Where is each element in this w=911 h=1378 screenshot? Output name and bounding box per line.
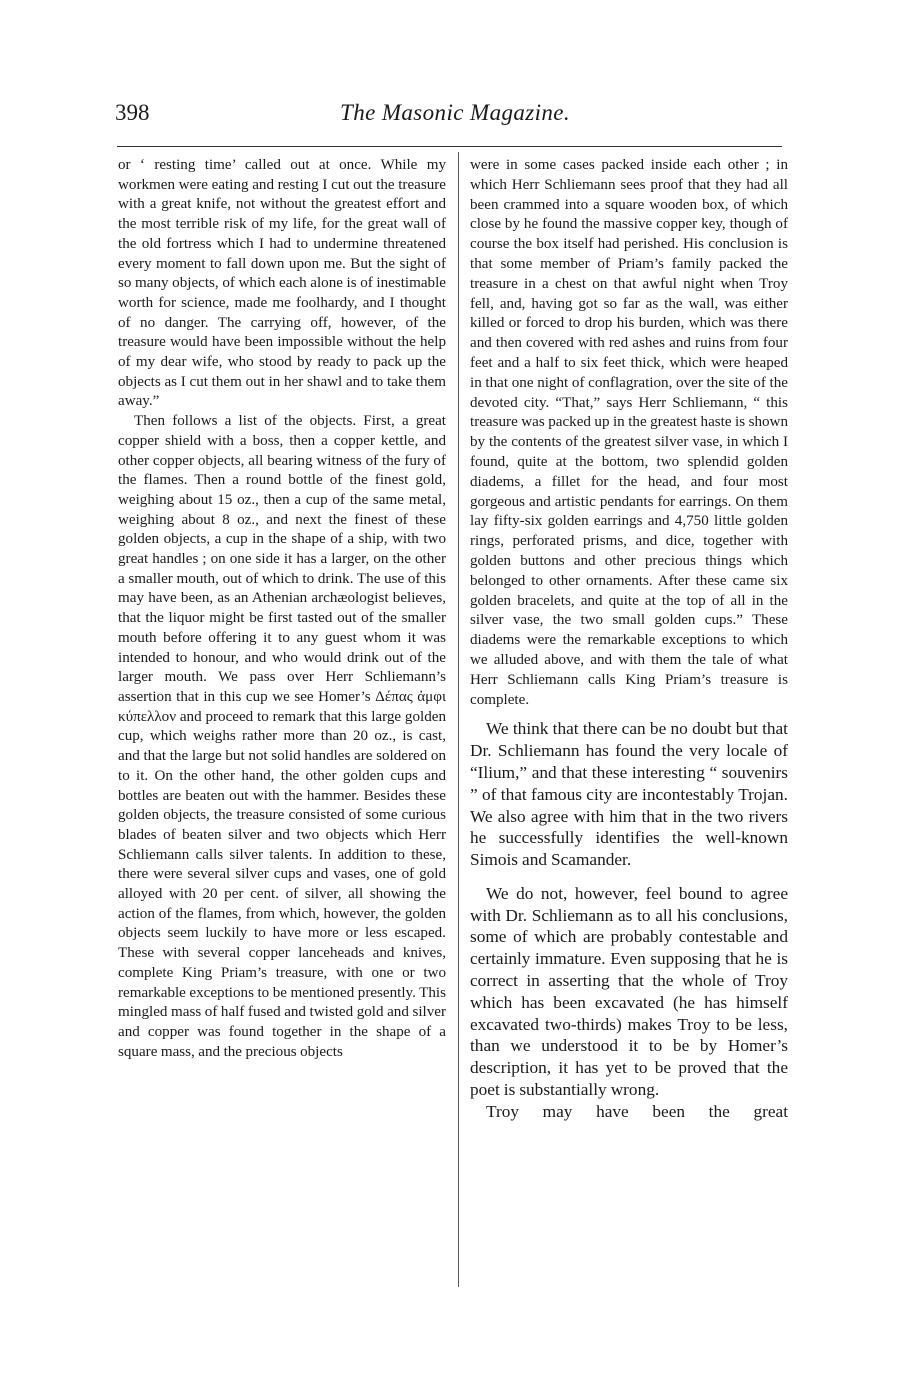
- right-paragraph-3: We do not, however, feel bound to agree with Dr. Schliemann as to all his conclusions, some of which are probably contestable and certainly immature. Even supposing that he is correct in asserting that the whole of Troy which has been excavated (he has himself excavated two-thirds) makes Troy to be less, than we understood it to be by Homer’s description, it has yet to be proved that the poet is substantially wrong.: [470, 883, 788, 1100]
- right-paragraph-1: were in some cases packed inside each other ; in which Herr Schliemann sees proof that they had all been crammed into a square wooden box, of which close by he found the massive copper key, though of course the box itself had perished. His conclusion is that some member of Priam’s family packed the treasure in a chest on that awful night when Troy fell, and, having got so far as the wall, was either killed or forced to drop his burden, which was there and then covered with red ashes and ruins from four feet and a half to six feet thick, which were heaped in that one night of conflagration, over the site of the devoted city. “That,” says Herr Schliemann, “ this treasure was packed up in the greatest haste is shown by the contents of the greatest silver vase, in which I found, quite at the bottom, two splendid golden diadems, a fillet for the head, and four most gorgeous and artistic pendants for earrings. On them lay fifty-six golden earrings and 4,750 little golden rings, perforated prisms, and dice, together with golden buttons and other precious things which belonged to other ornaments. After these came six golden bracelets, and quite at the top of all in the silver vase, the two small golden cups.” These diadems were the remarkable exceptions to which we alluded above, and with them the tale of what Herr Schliemann calls King Priam’s treasure is complete.: [470, 157, 788, 708]
- page-header: [0, 100, 911, 140]
- left-column: [118, 156, 446, 1062]
- running-title: The Masonic Magazine.: [340, 100, 571, 125]
- right-column: [470, 156, 788, 1123]
- left-paragraph-1: or ‘ resting time’ called out at once. While my workmen were eating and resting I cut out the treasure with a great knife, not without the greatest effort and the most terrible risk of my life, for the great wall of the old fortress which I had to undermine threatened every moment to fall down upon me. But the sight of so many objects, of which each alone is of inestimable worth for science, made me foolhardy, and I thought of no danger. The carrying off, however, of the treasure would have been impossible without the help of my dear wife, who stood by ready to pack up the objects as I cut them out in her shawl and to take them away.”: [118, 157, 446, 410]
- right-paragraph-2: We think that there can be no doubt but that Dr. Schliemann has found the very locale of “Ilium,” and that these interesting “ souvenirs ” of that famous city are incontestably Trojan. We also agree with him that in the two rivers he successfully identifies the well-known Simois and Scamander.: [470, 719, 788, 870]
- header-rule: [117, 146, 782, 147]
- right-paragraph-4: Troy may have been the great: [486, 1101, 788, 1121]
- page-number: 398: [115, 100, 150, 125]
- column-divider: [458, 152, 459, 1287]
- left-paragraph-2: Then follows a list of the objects. First, a great copper shield with a boss, then a copper kettle, and other copper objects, all bearing witness of the fury of the flames. Then a round bottle of the finest gold, weighing about 15 oz., then a cup of the same metal, weighing about 8 oz., and next the finest of these golden objects, a cup in the shape of a ship, with two great handles ; on one side it has a larger, on the other a smaller mouth, out of which to drink. The use of this may have been, as an Athenian archæologist believes, that the liquor might be first tasted out of the smaller mouth before offering it to any guest whom it was intended to honour, and who would drink out of the larger mouth. We pass over Herr Schliemann’s assertion that in this cup we see Homer’s Δέπας ἀμφι κύπελλον and proceed to remark that this large golden cup, which weighs rather more than 20 oz., is cast, and that the large but not solid handles are soldered on to it. On the other hand, the other golden cups and bottles are beaten out with the hammer. Besides these golden objects, the treasure consisted of some curious blades of beaten silver and two objects which Herr Schliemann calls silver talents. In addition to these, there were several silver cups and vases, one of gold alloyed with 20 per cent. of silver, all showing the action of the flames, from which, however, the golden objects seem luckily to have more or less escaped. These with several copper lanceheads and knives, complete King Priam’s treasure, with one or two remarkable exceptions to be mentioned presently. This mingled mass of half fused and twisted gold and silver and copper was found together in the shape of a square mass, and the precious objects: [118, 413, 446, 1060]
